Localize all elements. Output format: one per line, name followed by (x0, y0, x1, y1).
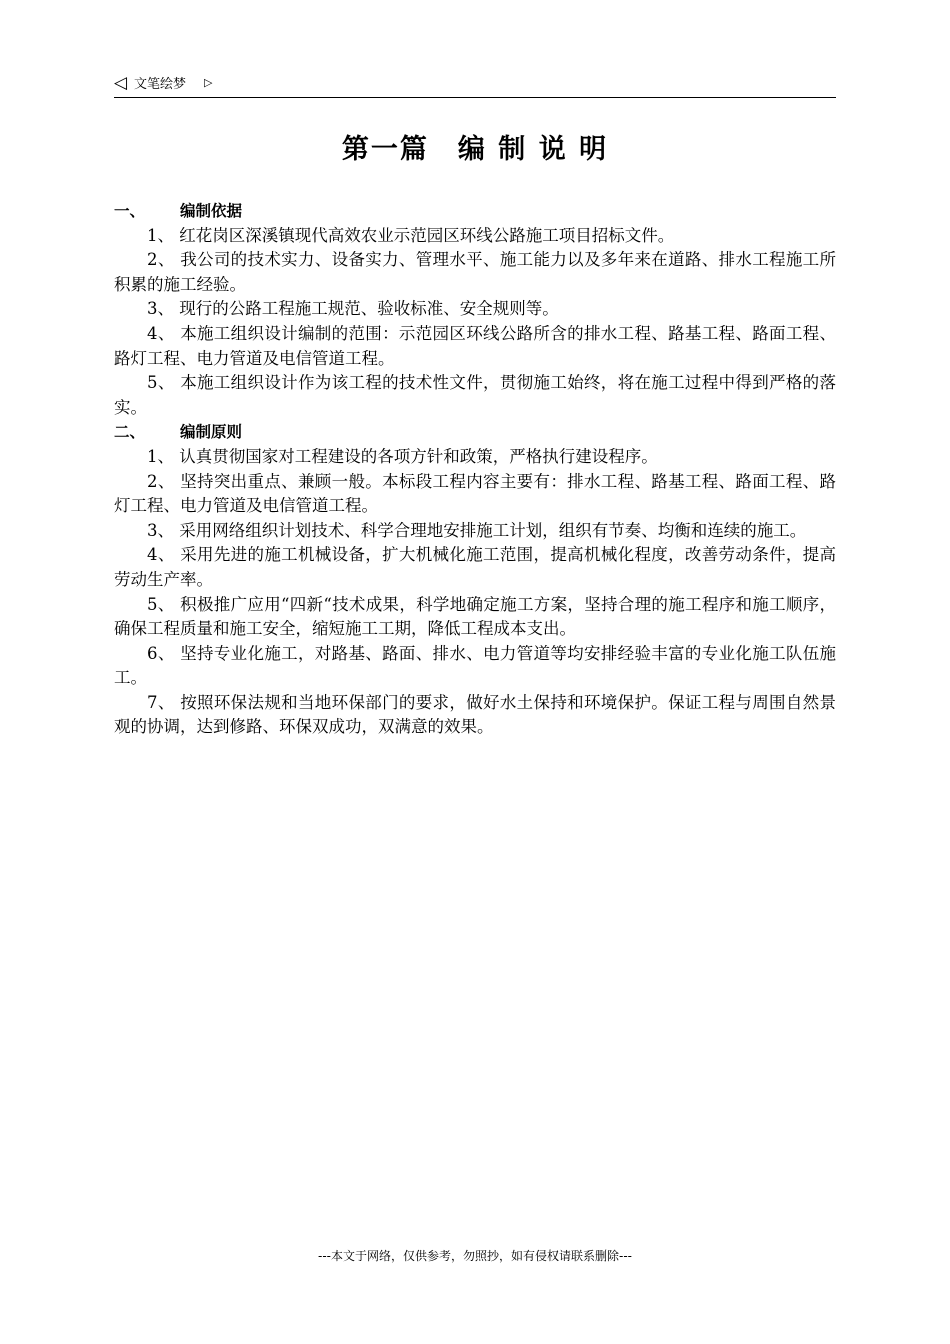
list-item: 4、 采用先进的施工机械设备，扩大机械化施工范围，提高机械化程度，改善劳动条件，提高劳动生产率。 (114, 545, 836, 589)
list-item: 2、 我公司的技术实力、设备实力、管理水平、施工能力以及多年来在道路、排水工程施工所积累的施工经验。 (114, 250, 836, 294)
triangle-right-icon: ▷ (204, 76, 213, 89)
section-title: 编制原则 (180, 423, 243, 442)
list-item: 4、 本施工组织设计编制的范围：示范园区环线公路所含的排水工程、路基工程、路面工程、路灯工程、电力管道及电信管道工程。 (114, 323, 836, 368)
page-title: 第一篇 编 制 说 明 (341, 134, 609, 165)
header-brand: 文笔绘梦 (134, 77, 187, 92)
list-item: 5、 积极推广应用“四新“技术成果，科学地确定施工方案，坚持合理的施工程序和施工顺序，确保工程质量和施工安全，缩短施工工期，降低工程成本支出。 (114, 594, 836, 639)
section-heading (114, 420, 836, 445)
list-item: 2、 坚持突出重点、兼顾一般。本标段工程内容主要有：排水工程、路基工程、路面工程、路灯工程、电力管道及电信管道工程。 (114, 471, 836, 516)
list-item: 1、 红花岗区深溪镇现代高效农业示范园区环线公路施工项目招标文件。 (147, 225, 675, 245)
section-title: 编制依据 (180, 202, 243, 220)
list-item: 1、 认真贯彻国家对工程建设的各项方针和政策，严格执行建设程序。 (147, 446, 658, 466)
list-item: 6、 坚持专业化施工，对路基、路面、排水、电力管道等均安排经验丰富的专业化施工队伍施工。 (114, 643, 836, 688)
section-principles (114, 420, 836, 740)
list-item: 7、 按照环保法规和当地环保部门的要求，做好水土保持和环境保护。保证工程与周围自然景观的协调，达到修路、环保双成功，双满意的效果。 (114, 692, 836, 737)
document-body (114, 199, 836, 740)
section-number: 一、 (114, 202, 146, 220)
section-basis (114, 199, 836, 420)
list-item: 3、 采用网络组织计划技术、科学合理地安排施工计划，组织有节奏、均衡和连续的施工。 (147, 520, 807, 540)
section-heading (114, 199, 836, 224)
list-item: 5、 本施工组织设计作为该工程的技术性文件，贯彻施工始终，将在施工过程中得到严格的落实。 (114, 373, 836, 417)
triangle-left-icon: ◁ (114, 73, 128, 93)
page-header (114, 72, 836, 98)
list-item: 3、 现行的公路工程施工规范、验收标准、安全规则等。 (147, 299, 559, 319)
page-footer: ---本文于网络，仅供参考，勿照抄，如有侵权请联系删除--- (318, 1249, 632, 1263)
section-number: 二、 (114, 423, 146, 442)
